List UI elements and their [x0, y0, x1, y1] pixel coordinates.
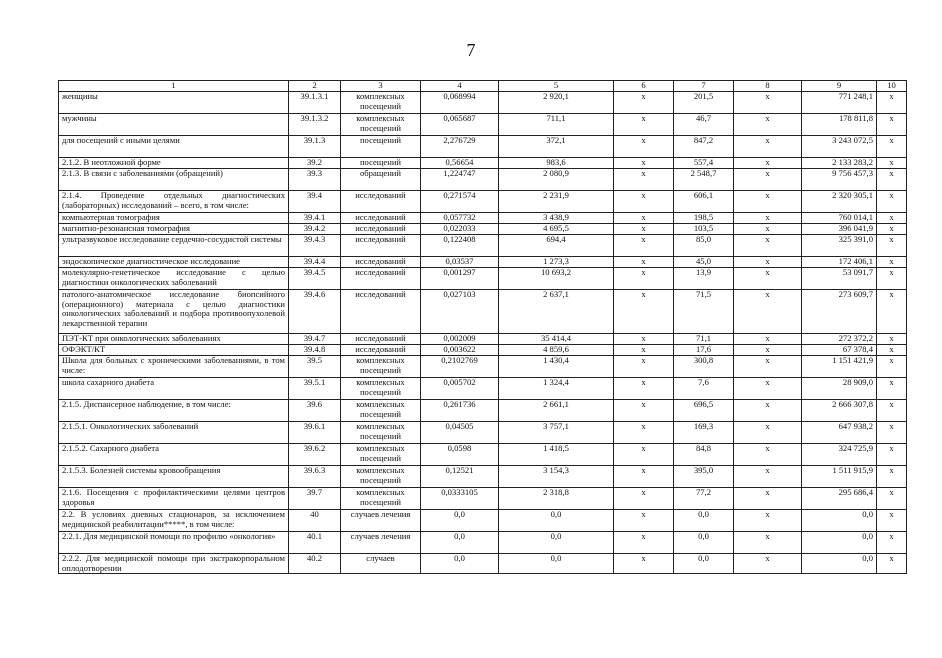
row-col8: х	[734, 191, 802, 213]
column-number: 4	[421, 81, 499, 92]
row-col7: 395,0	[674, 466, 734, 488]
row-col7: 2 548,7	[674, 169, 734, 191]
row-norm: 0,022033	[421, 224, 499, 235]
row-cost: 35 414,4	[499, 334, 614, 345]
row-norm: 0,261736	[421, 400, 499, 422]
row-norm: 0,0598	[421, 444, 499, 466]
table-row	[59, 532, 907, 554]
row-norm: 0,122408	[421, 235, 499, 257]
row-col7: 201,5	[674, 92, 734, 114]
table-row	[59, 290, 907, 334]
row-col9: 53 091,7	[802, 268, 877, 290]
column-number: 7	[674, 81, 734, 92]
row-col9: 647 938,2	[802, 422, 877, 444]
row-col8: х	[734, 488, 802, 510]
row-name: 2.1.2. В неотложной форме	[59, 158, 289, 169]
row-col10: х	[877, 191, 907, 213]
row-col7: 84,8	[674, 444, 734, 466]
row-col8: х	[734, 290, 802, 334]
row-col10: х	[877, 378, 907, 400]
row-name: школа сахарного диабета	[59, 378, 289, 400]
row-unit: случаев лечения	[341, 510, 421, 532]
row-col9: 771 248,1	[802, 92, 877, 114]
row-code: 39.1.3.2	[289, 114, 341, 136]
row-col10: х	[877, 169, 907, 191]
row-unit: исследований	[341, 191, 421, 213]
row-code: 40	[289, 510, 341, 532]
row-col6: х	[614, 136, 674, 158]
row-name: ОФЭКТ/КТ	[59, 345, 289, 356]
row-col8: х	[734, 257, 802, 268]
row-col7: 103,5	[674, 224, 734, 235]
row-norm: 0,057732	[421, 213, 499, 224]
row-code: 39.4.3	[289, 235, 341, 257]
row-cost: 3 438,9	[499, 213, 614, 224]
row-cost: 694,4	[499, 235, 614, 257]
table-row	[59, 345, 907, 356]
row-col10: х	[877, 92, 907, 114]
row-col9: 172 406,1	[802, 257, 877, 268]
row-col7: 71,5	[674, 290, 734, 334]
row-code: 39.5.1	[289, 378, 341, 400]
row-col6: х	[614, 224, 674, 235]
norms-table	[58, 80, 907, 574]
row-col10: х	[877, 257, 907, 268]
row-col6: х	[614, 554, 674, 574]
row-col9: 324 725,9	[802, 444, 877, 466]
row-col10: х	[877, 532, 907, 554]
row-norm: 0,56654	[421, 158, 499, 169]
row-col8: х	[734, 422, 802, 444]
table-row	[59, 235, 907, 257]
row-unit: исследований	[341, 257, 421, 268]
row-cost: 3 757,1	[499, 422, 614, 444]
row-cost: 372,1	[499, 136, 614, 158]
row-col6: х	[614, 257, 674, 268]
row-col10: х	[877, 136, 907, 158]
row-col7: 7,6	[674, 378, 734, 400]
table-row	[59, 268, 907, 290]
row-norm: 0,12521	[421, 466, 499, 488]
row-cost: 983,6	[499, 158, 614, 169]
row-col10: х	[877, 345, 907, 356]
row-name: 2.1.6. Посещения с профилактическими целями центров здоровья	[59, 488, 289, 510]
row-cost: 0,0	[499, 532, 614, 554]
row-cost: 1 324,4	[499, 378, 614, 400]
row-norm: 0,002009	[421, 334, 499, 345]
row-unit: исследований	[341, 213, 421, 224]
row-col9: 2 320 305,1	[802, 191, 877, 213]
row-col9: 1 151 421,9	[802, 356, 877, 378]
row-name: 2.1.5.3. Болезней системы кровообращения	[59, 466, 289, 488]
row-cost: 4 859,6	[499, 345, 614, 356]
row-cost: 2 920,1	[499, 92, 614, 114]
row-col6: х	[614, 400, 674, 422]
row-col9: 295 686,4	[802, 488, 877, 510]
row-unit: комплексных посещений	[341, 444, 421, 466]
row-col6: х	[614, 290, 674, 334]
row-col7: 0,0	[674, 554, 734, 574]
row-name: женщины	[59, 92, 289, 114]
row-col10: х	[877, 356, 907, 378]
row-col10: х	[877, 213, 907, 224]
table-row	[59, 466, 907, 488]
column-number: 5	[499, 81, 614, 92]
row-cost: 1 273,3	[499, 257, 614, 268]
row-name: для посещений с иными целями	[59, 136, 289, 158]
row-unit: комплексных посещений	[341, 400, 421, 422]
row-col9: 272 372,2	[802, 334, 877, 345]
row-col6: х	[614, 378, 674, 400]
row-col8: х	[734, 268, 802, 290]
row-norm: 1,224747	[421, 169, 499, 191]
row-name: 2.1.5.2. Сахарного диабета	[59, 444, 289, 466]
column-number: 9	[802, 81, 877, 92]
row-col7: 606,1	[674, 191, 734, 213]
row-cost: 2 637,1	[499, 290, 614, 334]
table-row	[59, 378, 907, 400]
row-unit: комплексных посещений	[341, 378, 421, 400]
row-col7: 0,0	[674, 532, 734, 554]
row-col7: 847,2	[674, 136, 734, 158]
row-col9: 28 909,0	[802, 378, 877, 400]
row-col10: х	[877, 554, 907, 574]
row-col7: 45,0	[674, 257, 734, 268]
row-col8: х	[734, 400, 802, 422]
row-col7: 696,5	[674, 400, 734, 422]
row-cost: 2 080,9	[499, 169, 614, 191]
row-cost: 2 231,9	[499, 191, 614, 213]
row-col8: х	[734, 114, 802, 136]
row-col8: х	[734, 158, 802, 169]
table-row	[59, 114, 907, 136]
row-name: мужчины	[59, 114, 289, 136]
column-number: 3	[341, 81, 421, 92]
row-unit: комплексных посещений	[341, 488, 421, 510]
row-col10: х	[877, 158, 907, 169]
row-col6: х	[614, 510, 674, 532]
row-col7: 169,3	[674, 422, 734, 444]
row-norm: 0,065687	[421, 114, 499, 136]
row-col7: 46,7	[674, 114, 734, 136]
row-col7: 13,9	[674, 268, 734, 290]
row-norm: 0,068994	[421, 92, 499, 114]
row-norm: 0,2102769	[421, 356, 499, 378]
table-row	[59, 257, 907, 268]
row-col6: х	[614, 356, 674, 378]
table-row	[59, 191, 907, 213]
row-col6: х	[614, 532, 674, 554]
row-col8: х	[734, 235, 802, 257]
table-row	[59, 224, 907, 235]
table-row	[59, 158, 907, 169]
table-row	[59, 356, 907, 378]
row-col10: х	[877, 224, 907, 235]
row-norm: 0,005702	[421, 378, 499, 400]
row-col8: х	[734, 510, 802, 532]
row-col8: х	[734, 136, 802, 158]
row-unit: исследований	[341, 268, 421, 290]
row-col8: х	[734, 224, 802, 235]
page-number: 7	[466, 40, 476, 60]
row-col6: х	[614, 213, 674, 224]
row-col10: х	[877, 114, 907, 136]
table-row	[59, 334, 907, 345]
row-name: 2.2.1. Для медицинской помощи по профилю «онкология»	[59, 532, 289, 554]
row-cost: 0,0	[499, 510, 614, 532]
column-number: 2	[289, 81, 341, 92]
row-col10: х	[877, 235, 907, 257]
row-col9: 3 243 072,5	[802, 136, 877, 158]
column-number-row	[59, 81, 907, 92]
row-name: 2.2.2. Для медицинской помощи при экстракорпоральном оплодотворении	[59, 554, 289, 574]
row-col9: 325 391,0	[802, 235, 877, 257]
row-code: 39.1.3.1	[289, 92, 341, 114]
row-col10: х	[877, 466, 907, 488]
row-col10: х	[877, 334, 907, 345]
row-col6: х	[614, 114, 674, 136]
row-code: 39.4.1	[289, 213, 341, 224]
row-code: 39.4.4	[289, 257, 341, 268]
row-cost: 1 430,4	[499, 356, 614, 378]
table-row	[59, 444, 907, 466]
row-norm: 0,04505	[421, 422, 499, 444]
row-norm: 0,0333105	[421, 488, 499, 510]
row-norm: 0,0	[421, 510, 499, 532]
row-col7: 85,0	[674, 235, 734, 257]
row-cost: 4 695,5	[499, 224, 614, 235]
row-col10: х	[877, 488, 907, 510]
row-col9: 178 811,8	[802, 114, 877, 136]
row-cost: 2 318,8	[499, 488, 614, 510]
row-norm: 0,0	[421, 554, 499, 574]
row-col10: х	[877, 290, 907, 334]
row-cost: 711,1	[499, 114, 614, 136]
row-norm: 0,027103	[421, 290, 499, 334]
row-name: Школа для больных с хроническими заболеваниями, в том числе:	[59, 356, 289, 378]
row-unit: комплексных посещений	[341, 356, 421, 378]
row-col8: х	[734, 444, 802, 466]
row-col8: х	[734, 378, 802, 400]
row-unit: исследований	[341, 235, 421, 257]
row-unit: комплексных посещений	[341, 422, 421, 444]
row-cost: 1 418,5	[499, 444, 614, 466]
row-cost: 0,0	[499, 554, 614, 574]
row-code: 39.6.1	[289, 422, 341, 444]
row-name: 2.1.5.1. Онкологических заболеваний	[59, 422, 289, 444]
table-row	[59, 510, 907, 532]
row-code: 39.4	[289, 191, 341, 213]
row-col7: 198,5	[674, 213, 734, 224]
row-code: 40.2	[289, 554, 341, 574]
row-col6: х	[614, 466, 674, 488]
row-col9: 1 511 915,9	[802, 466, 877, 488]
row-unit: посещений	[341, 136, 421, 158]
row-col10: х	[877, 510, 907, 532]
row-norm: 0,001297	[421, 268, 499, 290]
row-col8: х	[734, 356, 802, 378]
row-name: 2.2. В условиях дневных стационаров, за исключением медицинской реабилитации*****, в том числе:	[59, 510, 289, 532]
column-number: 1	[59, 81, 289, 92]
table-row	[59, 169, 907, 191]
row-col8: х	[734, 213, 802, 224]
column-number: 10	[877, 81, 907, 92]
row-col6: х	[614, 92, 674, 114]
row-col6: х	[614, 488, 674, 510]
column-number: 6	[614, 81, 674, 92]
row-col8: х	[734, 554, 802, 574]
row-col10: х	[877, 400, 907, 422]
row-unit: исследований	[341, 290, 421, 334]
row-name: молекулярно-генетическое исследование с целью диагностики онкологических заболеваний	[59, 268, 289, 290]
row-col7: 300,8	[674, 356, 734, 378]
row-code: 39.4.6	[289, 290, 341, 334]
row-name: ПЭТ-КТ при онкологических заболеваниях	[59, 334, 289, 345]
row-name: 2.1.3. В связи с заболеваниями (обращений)	[59, 169, 289, 191]
table-row	[59, 92, 907, 114]
row-col9: 67 378,4	[802, 345, 877, 356]
row-name: эндоскопическое диагностическое исследование	[59, 257, 289, 268]
row-code: 39.3	[289, 169, 341, 191]
row-name: патолого-анатомическое исследование биопсийного (операционного) материала с целью диагностики онкологических заболеваний и подбора противоопухолевой лекарственной терапии	[59, 290, 289, 334]
row-code: 39.2	[289, 158, 341, 169]
row-unit: комплексных посещений	[341, 92, 421, 114]
row-col9: 396 041,9	[802, 224, 877, 235]
row-col6: х	[614, 345, 674, 356]
row-col9: 0,0	[802, 532, 877, 554]
row-code: 39.6.3	[289, 466, 341, 488]
row-code: 39.7	[289, 488, 341, 510]
row-col9: 9 756 457,3	[802, 169, 877, 191]
column-number: 8	[734, 81, 802, 92]
row-col10: х	[877, 268, 907, 290]
row-name: ультразвуковое исследование сердечно-сосудистой системы	[59, 235, 289, 257]
row-col7: 71,1	[674, 334, 734, 345]
row-col8: х	[734, 345, 802, 356]
row-cost: 3 154,3	[499, 466, 614, 488]
table-row	[59, 488, 907, 510]
row-code: 39.6.2	[289, 444, 341, 466]
row-code: 39.4.7	[289, 334, 341, 345]
row-cost: 2 661,1	[499, 400, 614, 422]
row-col6: х	[614, 169, 674, 191]
table-row	[59, 554, 907, 574]
row-col7: 17,6	[674, 345, 734, 356]
table-row	[59, 136, 907, 158]
row-col7: 0,0	[674, 510, 734, 532]
row-unit: исследований	[341, 334, 421, 345]
row-unit: обращений	[341, 169, 421, 191]
row-col8: х	[734, 466, 802, 488]
row-col8: х	[734, 532, 802, 554]
row-unit: исследований	[341, 224, 421, 235]
row-code: 39.4.5	[289, 268, 341, 290]
row-unit: случаев	[341, 554, 421, 574]
row-code: 39.5	[289, 356, 341, 378]
row-col6: х	[614, 191, 674, 213]
row-col6: х	[614, 235, 674, 257]
row-unit: комплексных посещений	[341, 114, 421, 136]
row-col9: 2 133 283,2	[802, 158, 877, 169]
row-name: компьютерная томография	[59, 213, 289, 224]
row-col6: х	[614, 334, 674, 345]
row-col6: х	[614, 268, 674, 290]
row-name: магнитно-резонансная томография	[59, 224, 289, 235]
row-unit: посещений	[341, 158, 421, 169]
row-cost: 10 693,2	[499, 268, 614, 290]
row-unit: исследований	[341, 345, 421, 356]
row-name: 2.1.5. Диспансерное наблюдение, в том числе:	[59, 400, 289, 422]
row-unit: случаев лечения	[341, 532, 421, 554]
row-unit: комплексных посещений	[341, 466, 421, 488]
row-norm: 0,03537	[421, 257, 499, 268]
row-col9: 273 609,7	[802, 290, 877, 334]
row-col6: х	[614, 422, 674, 444]
row-code: 39.4.2	[289, 224, 341, 235]
row-col9: 0,0	[802, 554, 877, 574]
row-col7: 77,2	[674, 488, 734, 510]
row-code: 39.4.8	[289, 345, 341, 356]
row-col6: х	[614, 158, 674, 169]
row-col8: х	[734, 334, 802, 345]
row-col10: х	[877, 422, 907, 444]
row-norm: 2,276729	[421, 136, 499, 158]
row-code: 39.1.3	[289, 136, 341, 158]
table-row	[59, 213, 907, 224]
row-code: 40.1	[289, 532, 341, 554]
row-col10: х	[877, 444, 907, 466]
row-col9: 2 666 307,8	[802, 400, 877, 422]
table-row	[59, 400, 907, 422]
row-col9: 760 014,1	[802, 213, 877, 224]
row-norm: 0,003622	[421, 345, 499, 356]
row-col8: х	[734, 169, 802, 191]
row-code: 39.6	[289, 400, 341, 422]
row-norm: 0,0	[421, 532, 499, 554]
row-col6: х	[614, 444, 674, 466]
row-col9: 0,0	[802, 510, 877, 532]
row-name: 2.1.4. Проведение отдельных диагностических (лабораторных) исследований – всего, в том числе:	[59, 191, 289, 213]
row-norm: 0,271574	[421, 191, 499, 213]
row-col7: 557,4	[674, 158, 734, 169]
table-row	[59, 422, 907, 444]
row-col8: х	[734, 92, 802, 114]
